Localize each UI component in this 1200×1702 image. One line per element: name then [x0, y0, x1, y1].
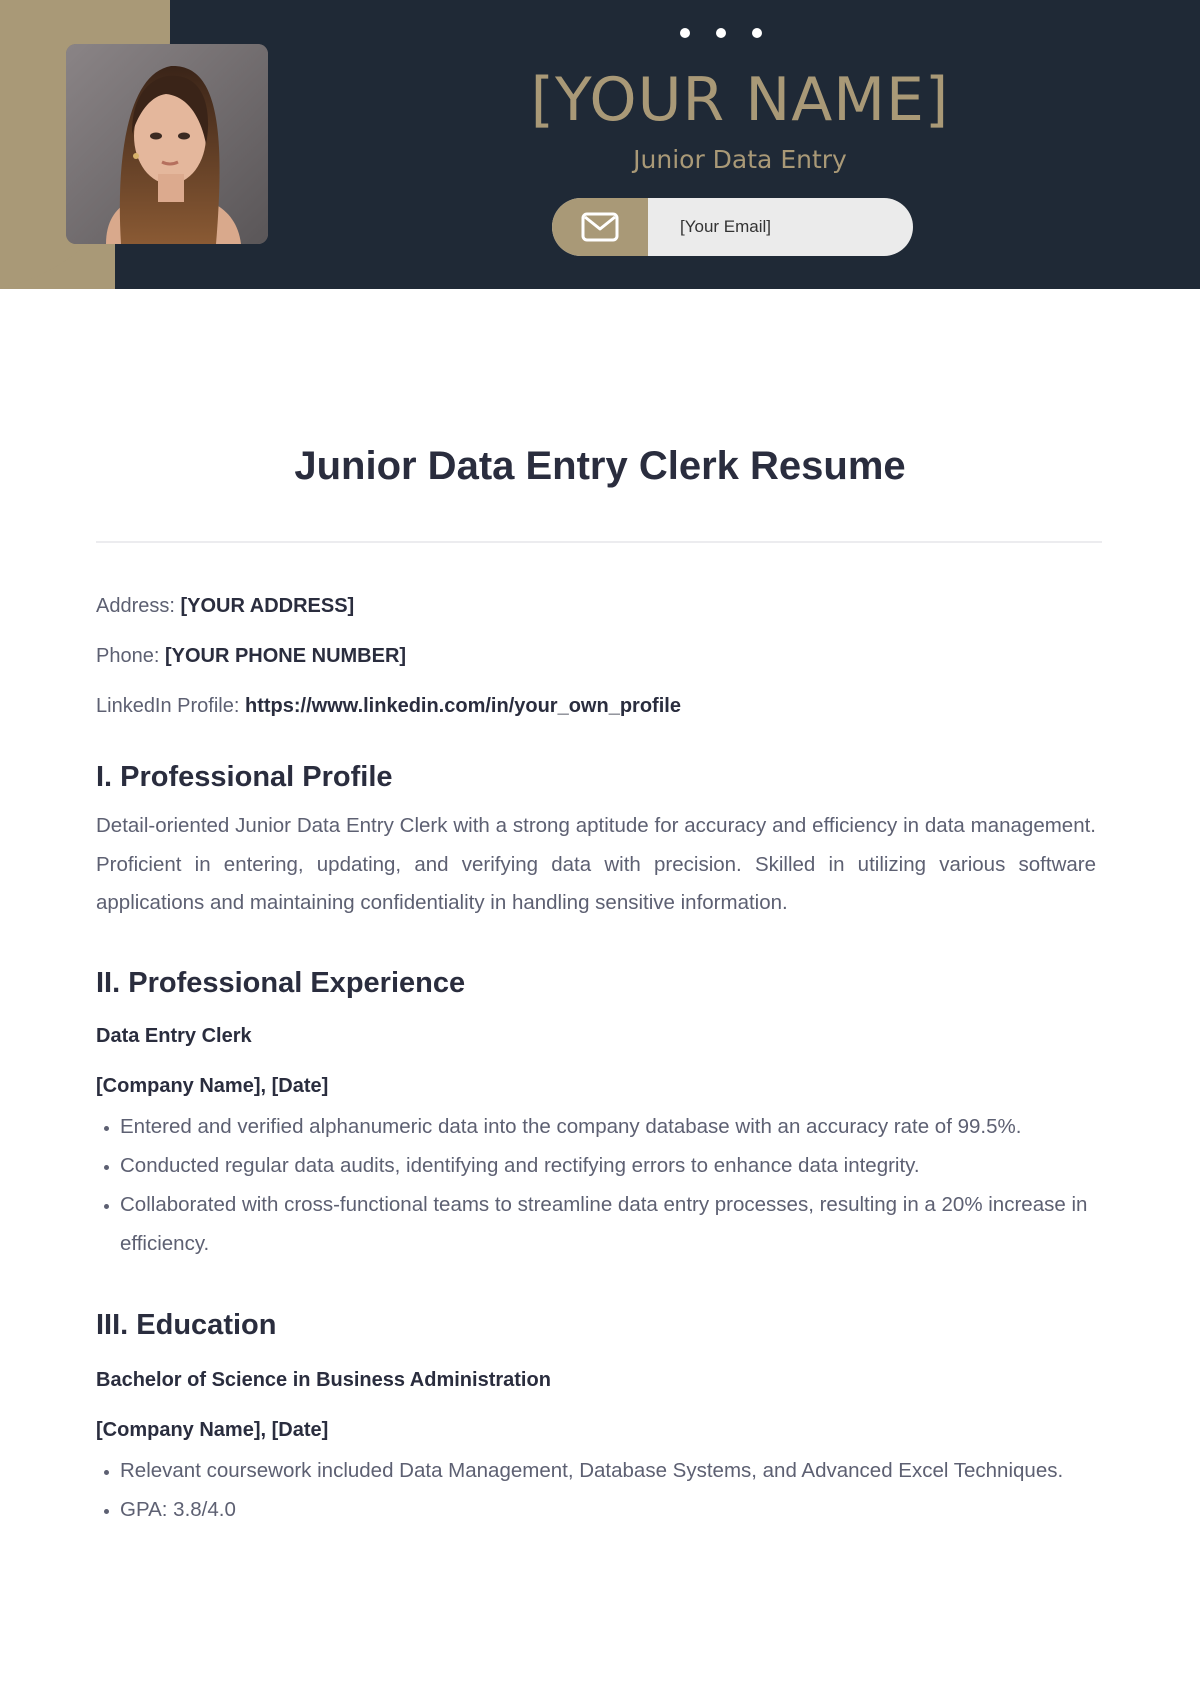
- address-value: [YOUR ADDRESS]: [180, 595, 355, 617]
- address-line: [96, 591, 1096, 621]
- list-item: Entered and verified alphanumeric data into the company database with an accuracy rate of 99.5%.: [96, 1107, 1096, 1146]
- education-list: [96, 1451, 1096, 1529]
- section-heading-profile: I. Professional Profile: [96, 761, 393, 793]
- email-contact[interactable]: [552, 198, 913, 256]
- candidate-name: [YOUR NAME]: [530, 65, 950, 135]
- more-dots-icon[interactable]: [680, 28, 762, 38]
- list-item: Collaborated with cross-functional teams to streamline data entry processes, resulting in a 20% increase in efficiency.: [96, 1185, 1096, 1263]
- resume-header: [0, 0, 1200, 289]
- dot: [680, 28, 690, 38]
- portrait-illustration: [66, 44, 268, 244]
- profile-summary: Detail-oriented Junior Data Entry Clerk with a strong aptitude for accuracy and efficiency in data management. Proficient in entering, updating, and verifying data with precision. Skilled in utilizing various software applications and maintaining confidentiality in handling sensitive information.: [96, 814, 1096, 915]
- section-heading-experience: II. Professional Experience: [96, 967, 466, 1000]
- address-label: Address:: [96, 595, 175, 617]
- resume-body: [96, 591, 1096, 1529]
- education-institution: [Company Name], [Date]: [96, 1419, 329, 1442]
- email-text: [Your Email]: [680, 217, 772, 236]
- list-item: GPA: 3.8/4.0: [96, 1490, 1096, 1529]
- profile-photo: [66, 44, 268, 244]
- list-item: Relevant coursework included Data Management, Database Systems, and Advanced Excel Techniques.: [96, 1451, 1096, 1490]
- linkedin-line: [96, 691, 1096, 721]
- phone-value: [YOUR PHONE NUMBER]: [164, 645, 407, 667]
- candidate-role: Junior Data Entry: [633, 145, 847, 174]
- section-heading-education: III. Education: [96, 1309, 277, 1342]
- dot: [716, 28, 726, 38]
- envelope-icon: [552, 198, 648, 256]
- divider: [96, 541, 1102, 543]
- experience-list: [96, 1107, 1096, 1263]
- list-item: Conducted regular data audits, identifying and rectifying errors to enhance data integrity.: [96, 1146, 1096, 1185]
- document-title: Junior Data Entry Clerk Resume: [294, 444, 906, 488]
- linkedin-label: LinkedIn Profile:: [96, 695, 240, 717]
- phone-label: Phone:: [96, 645, 160, 667]
- degree-title: Bachelor of Science in Business Administration: [96, 1369, 551, 1392]
- dot: [752, 28, 762, 38]
- job-title: Data Entry Clerk: [96, 1025, 252, 1048]
- phone-line: [96, 641, 1096, 671]
- job-company: [Company Name], [Date]: [96, 1075, 329, 1098]
- linkedin-link[interactable]: https://www.linkedin.com/in/your_own_profile: [244, 695, 681, 717]
